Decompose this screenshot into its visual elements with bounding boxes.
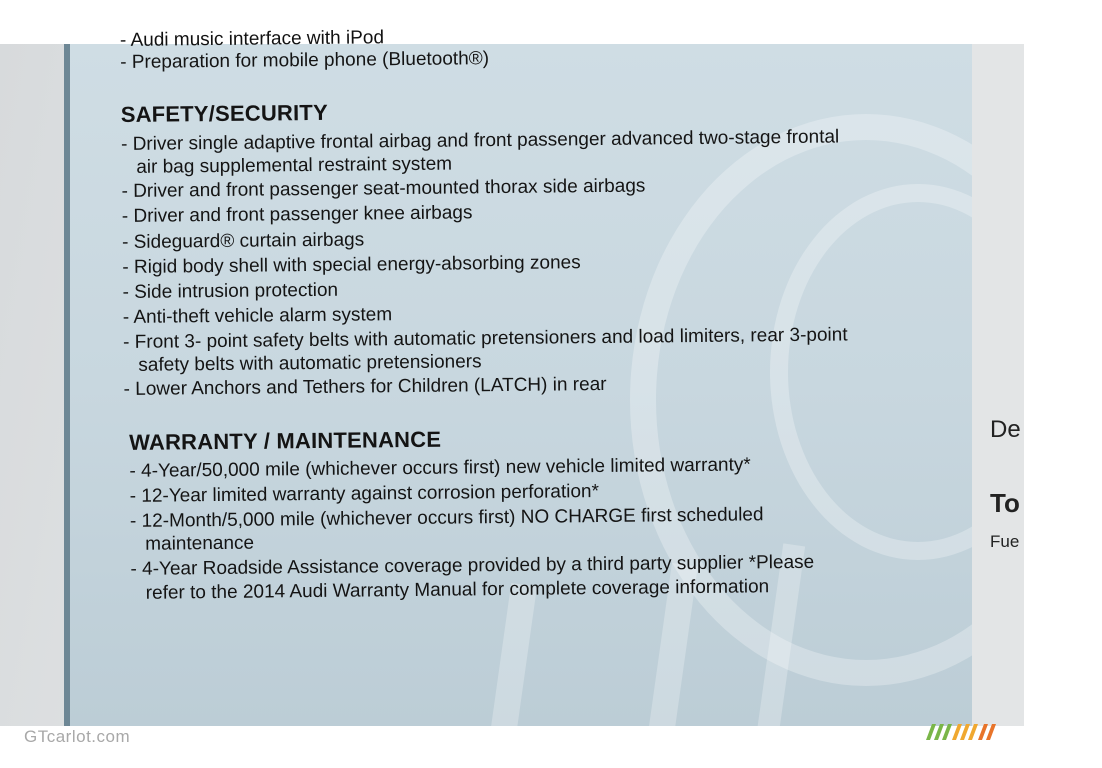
warranty-line: maintenance (145, 532, 255, 555)
warranty-line: - 12-Month/5,000 mile (whichever occurs first) NO CHARGE first scheduled (129, 504, 764, 532)
safety-line: - Driver and front passenger knee airbags (121, 202, 473, 227)
sticker-text (119, 27, 960, 604)
window-sticker-photo (0, 27, 1024, 726)
top-item: - Preparation for mobile phone (Bluetooth®) (120, 48, 490, 73)
watermark: GTcarlot.com (24, 727, 131, 746)
safety-line: - Driver and front passenger seat-mounted thorax side airbags (121, 175, 646, 202)
background-bar (489, 583, 537, 745)
safety-line: air bag supplemental restraint system (136, 153, 453, 178)
safety-line: - Anti-theft vehicle alarm system (122, 304, 393, 328)
warranty-line: - 4-Year Roadside Assistance coverage provided by a third party supplier *Please (130, 551, 815, 580)
warranty-line: - 4-Year/50,000 mile (whichever occurs first) new vehicle limited warranty* (129, 454, 751, 482)
safety-line: - Lower Anchors and Tethers for Children (LATCH) in rear (123, 373, 607, 400)
safety-line: safety belts with automatic pretensioners (138, 351, 482, 376)
adjacent-page (972, 44, 1024, 726)
stripes-logo-icon (922, 722, 998, 740)
partial-top-line: - Audi music interface with iPod (119, 27, 385, 51)
warranty-line: refer to the 2014 Audi Warranty Manual for complete coverage information (145, 576, 770, 604)
safety-line: - Side intrusion protection (122, 279, 339, 303)
safety-line: - Driver single adaptive frontal airbag and front passenger advanced two-stage frontal (120, 126, 840, 155)
adjacent-text: De (990, 416, 1021, 443)
safety-line: - Front 3- point safety belts with automatic pretensioners and load limiters, rear 3-point (123, 324, 848, 353)
safety-line: - Sideguard® curtain airbags (121, 229, 365, 253)
safety-heading: SAFETY/SECURITY (120, 99, 328, 127)
adjacent-text: Fue (990, 532, 1020, 551)
adjacent-text: To (990, 488, 1020, 518)
footer-bar (0, 726, 1024, 768)
warranty-line: - 12-Year limited warranty against corrosion perforation* (129, 481, 600, 507)
warranty-heading: WARRANTY / MAINTENANCE (129, 426, 442, 455)
safety-line: - Rigid body shell with special energy-absorbing zones (122, 252, 581, 278)
